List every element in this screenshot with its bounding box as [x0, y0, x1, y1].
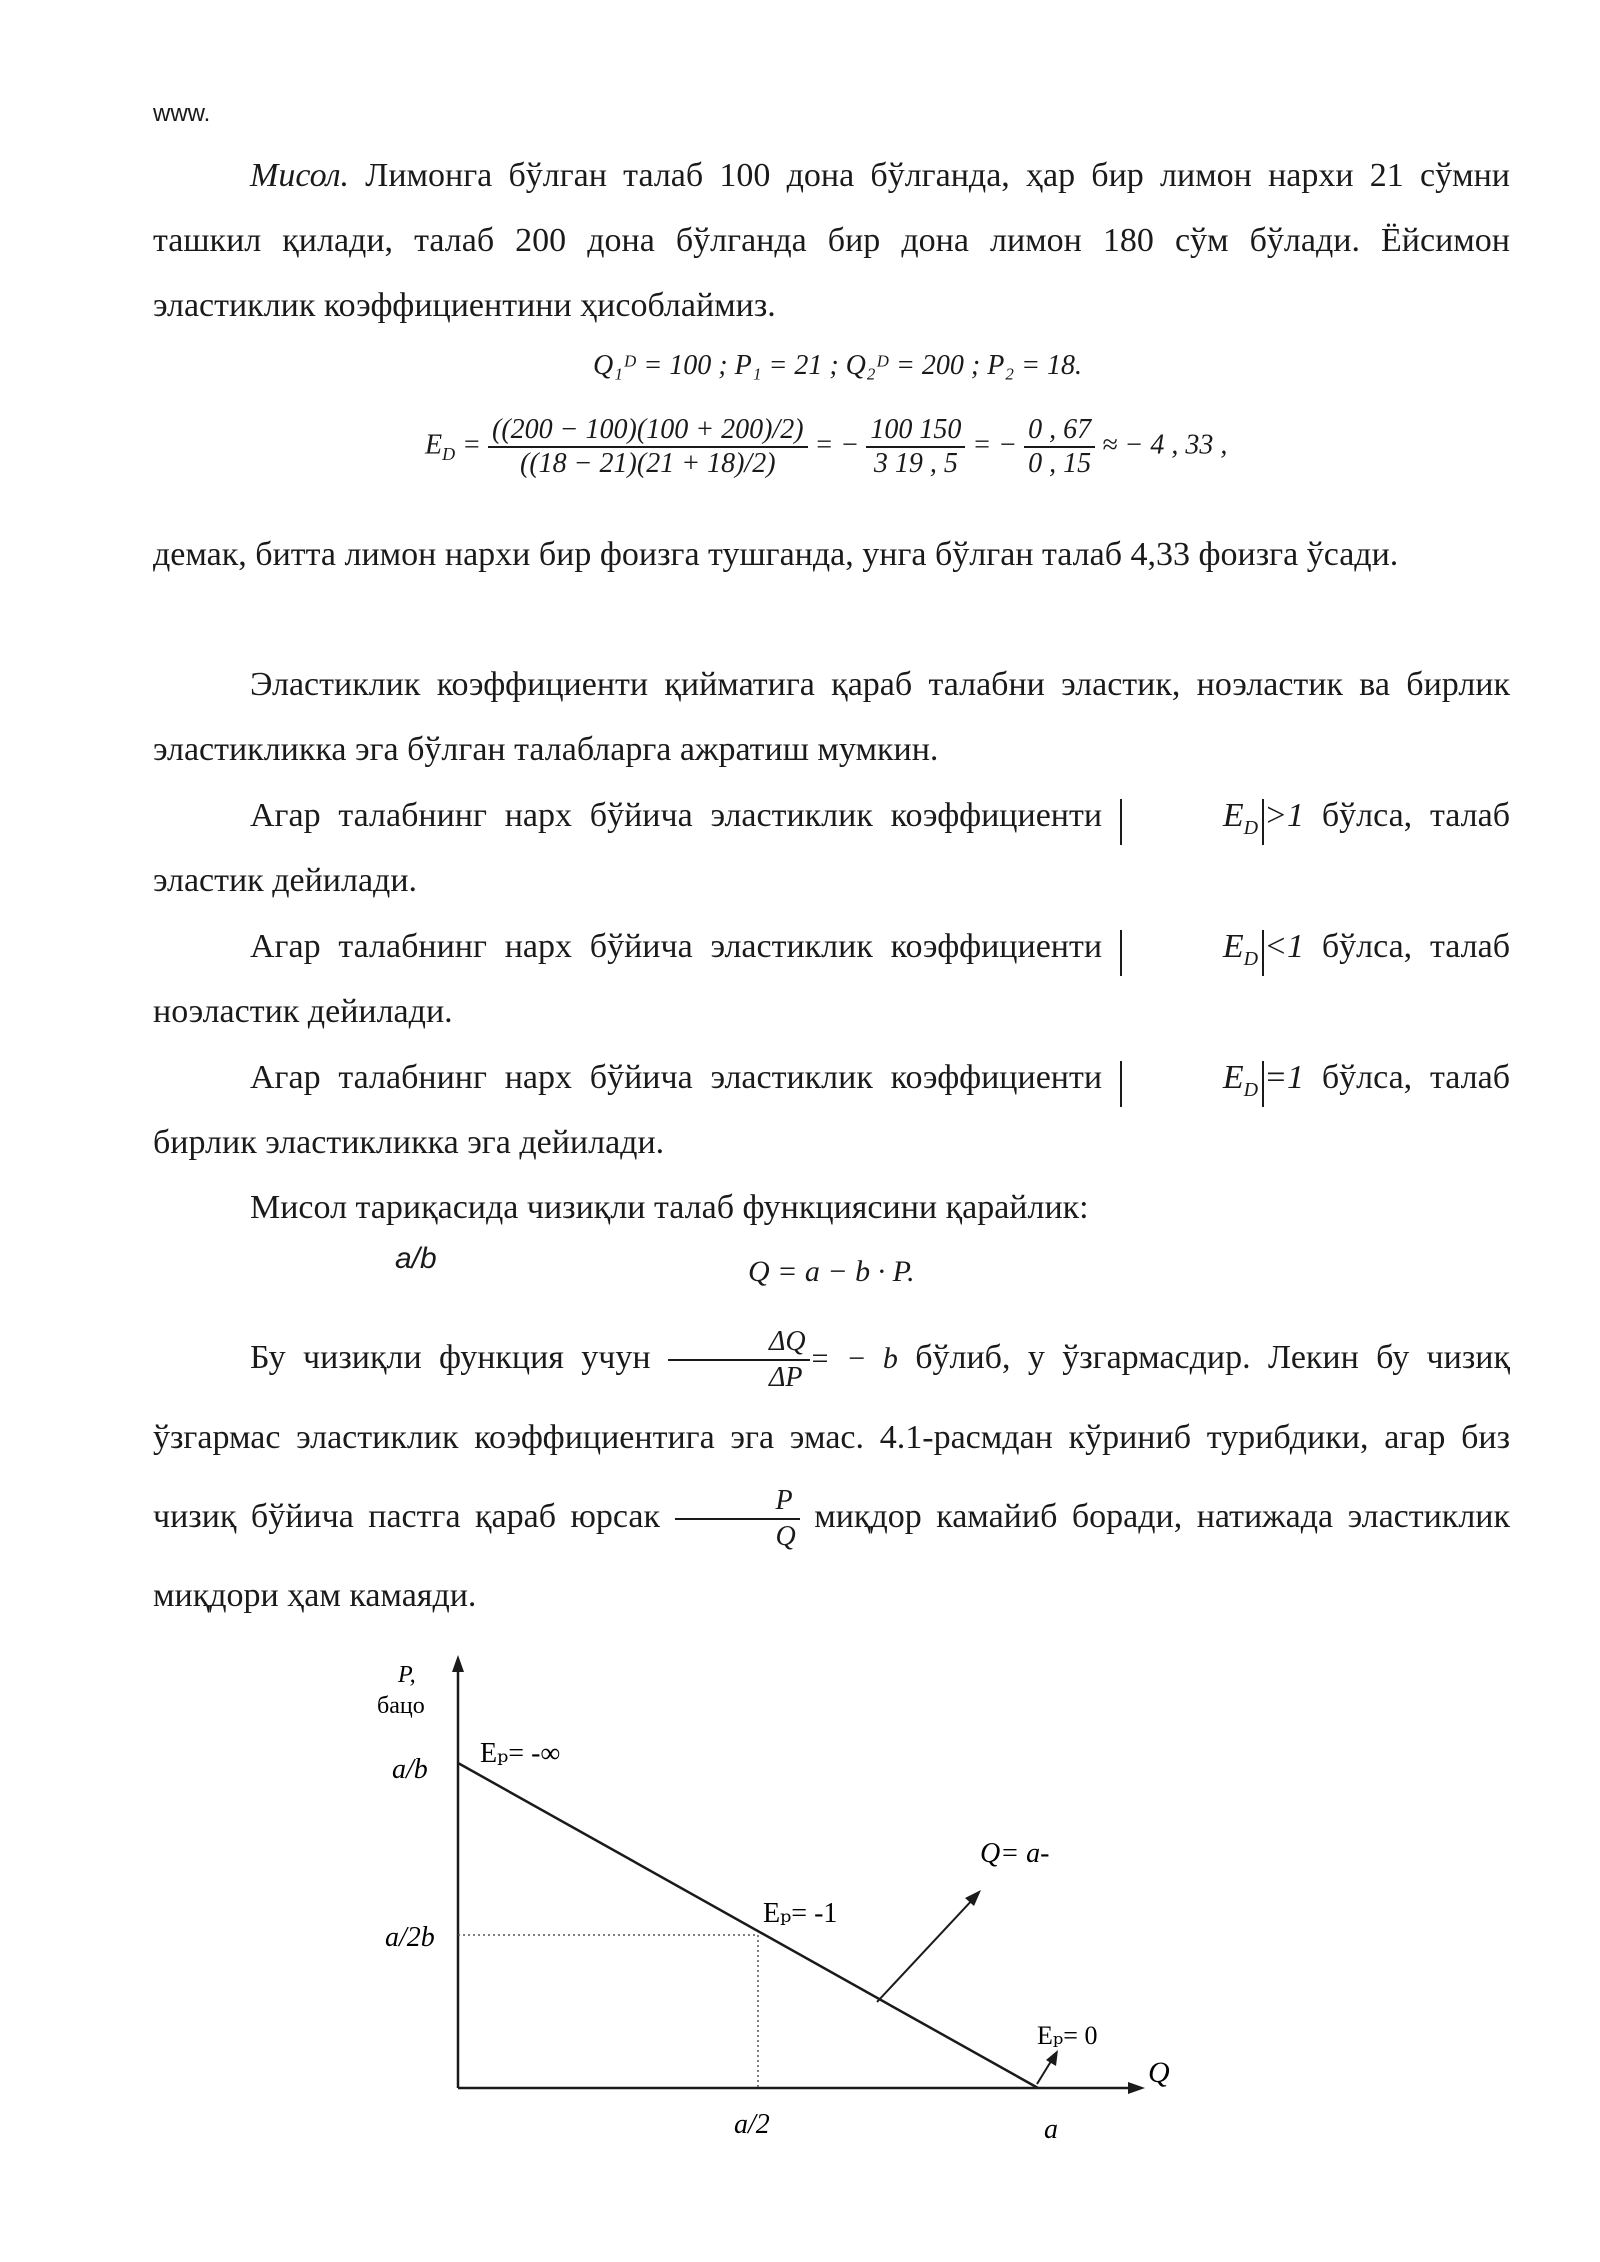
x-tick-a: a	[1044, 2114, 1058, 2145]
example-label: Мисол.	[250, 157, 350, 194]
paragraph-linear: Мисол тариқасида чизиқли талаб функциясини қарайлик:	[250, 1189, 1089, 1226]
line-label-arrowhead	[965, 1890, 981, 1906]
y-axis-label: P,	[398, 1662, 416, 1688]
abs-ed: $E_D$	[1120, 930, 1264, 976]
case-pre: Агар талабнинг нарх бўйича эластиклик коэффициенти	[250, 797, 1120, 834]
formula-linear-demand: Q = a − b · P.	[748, 1255, 915, 1288]
paragraph-classify: Эластиклик коэффициенти қийматига қараб талабни эластик, ноэластик ва бирлик эластикликка эга бўлган талабларга ажратиш мумкин.	[153, 666, 1510, 768]
case-post: бўлса, талаб бирлик эластикликка эга дейилади.	[153, 1059, 1510, 1161]
func-frac-tail: = − b	[809, 1342, 898, 1375]
formula-eq2: = −	[814, 429, 860, 461]
fraction-second-den: 3 19 , 5	[873, 448, 958, 479]
fraction-third-den: 0 , 15	[1028, 448, 1092, 479]
formula-given-values: Q₁ᴰ = 100 ; P₁ = 21 ; Q₂ᴰ = 200 ; P₂ = 18.	[593, 350, 1082, 381]
y-axis-arrow	[452, 1655, 464, 1672]
stray-label-ab: a/b	[395, 1242, 437, 1275]
y-tick-ab: a/b	[392, 1754, 428, 1785]
x-tick-a2: a/2	[734, 2109, 770, 2140]
formula-lhs: E	[425, 429, 443, 461]
y-axis-label-unit: бацо	[377, 1693, 425, 1719]
demand-line	[458, 1763, 1038, 2088]
formula-eq: =	[462, 429, 482, 461]
annotation-ep-zero: Eₚ= 0	[1037, 2021, 1098, 2050]
fraction-p-q: $\frac{P}{Q}$	[675, 1484, 800, 1554]
case-post: бўлса, талаб эластик дейилади.	[153, 797, 1510, 899]
formula-lhs-sub: D	[442, 444, 456, 465]
annotation-ep-minus-infinity: Eₚ= -∞	[480, 1738, 561, 1769]
fraction-second-num: 100 150	[866, 414, 965, 448]
case-rel: >1	[1264, 797, 1305, 834]
case-post: бўлса, талаб ноэластик дейилади.	[153, 928, 1510, 1030]
func-pre: Бу чизиқли функция учун	[250, 1339, 668, 1376]
x-axis-label: Q	[1148, 2056, 1170, 2089]
line-label-pointer	[877, 1897, 975, 2002]
case-pre: Агар талабнинг нарх бўйича эластиклик коэффициенти	[250, 1059, 1120, 1096]
fraction-dq-dp: $\frac{\Delta Q}{\Delta P}$	[668, 1325, 810, 1395]
example-text: Лимонга бўлган талаб 100 дона бўлганда, ҳар бир лимон нархи 21 сўмни ташкил қилади, талаб 200 дона бўлганда бир дона лимон 180 сўм бўлади. Ёйсимон эластиклик коэффициентини ҳисоблаймиз.	[153, 157, 1510, 324]
fraction-main-den: ((18 − 21)(21 + 18)/2)	[520, 448, 776, 479]
x-axis-arrow	[1128, 2082, 1145, 2094]
annotation-line-equation: Q= a-	[980, 1838, 1050, 1869]
case-rel: <1	[1264, 928, 1305, 965]
func-post: миқдор камайиб боради, натижада эластиклик миқдори ҳам камаяди.	[153, 1498, 1510, 1614]
func-mid: бўлиб, у ўзгармасдир. Лекин бу чизиқ ўзгармас эластиклик коэффициентига эга эмас. 4.1-расмдан кўриниб турибдики, агар биз чизиқ бўйича пастга қараб юрсак	[153, 1339, 1510, 1535]
case-rel: =1	[1264, 1059, 1305, 1096]
formula-eq3: = −	[972, 429, 1018, 461]
fraction-third-num: 0 , 67	[1024, 414, 1095, 448]
abs-ed: $E_D$	[1120, 799, 1264, 845]
abs-ed: $E_D$	[1120, 1061, 1264, 1107]
fraction-main-num: ((200 − 100)(100 + 200)/2)	[488, 414, 808, 448]
ep-zero-arrowhead	[1046, 2050, 1058, 2066]
paragraph-demak: демак, битта лимон нархи бир фоизга тушганда, унга бўлган талаб 4,33 фоизга ўсади.	[153, 536, 1399, 573]
formula-tail: ≈ − 4 , 33 ,	[1102, 429, 1228, 461]
header-www: www.	[153, 100, 211, 127]
case-pre: Агар талабнинг нарх бўйича эластиклик коэффициенти	[250, 928, 1120, 965]
annotation-ep-minus-one: Eₚ= -1	[763, 1898, 838, 1929]
y-tick-a2b: a/2b	[385, 1922, 435, 1953]
